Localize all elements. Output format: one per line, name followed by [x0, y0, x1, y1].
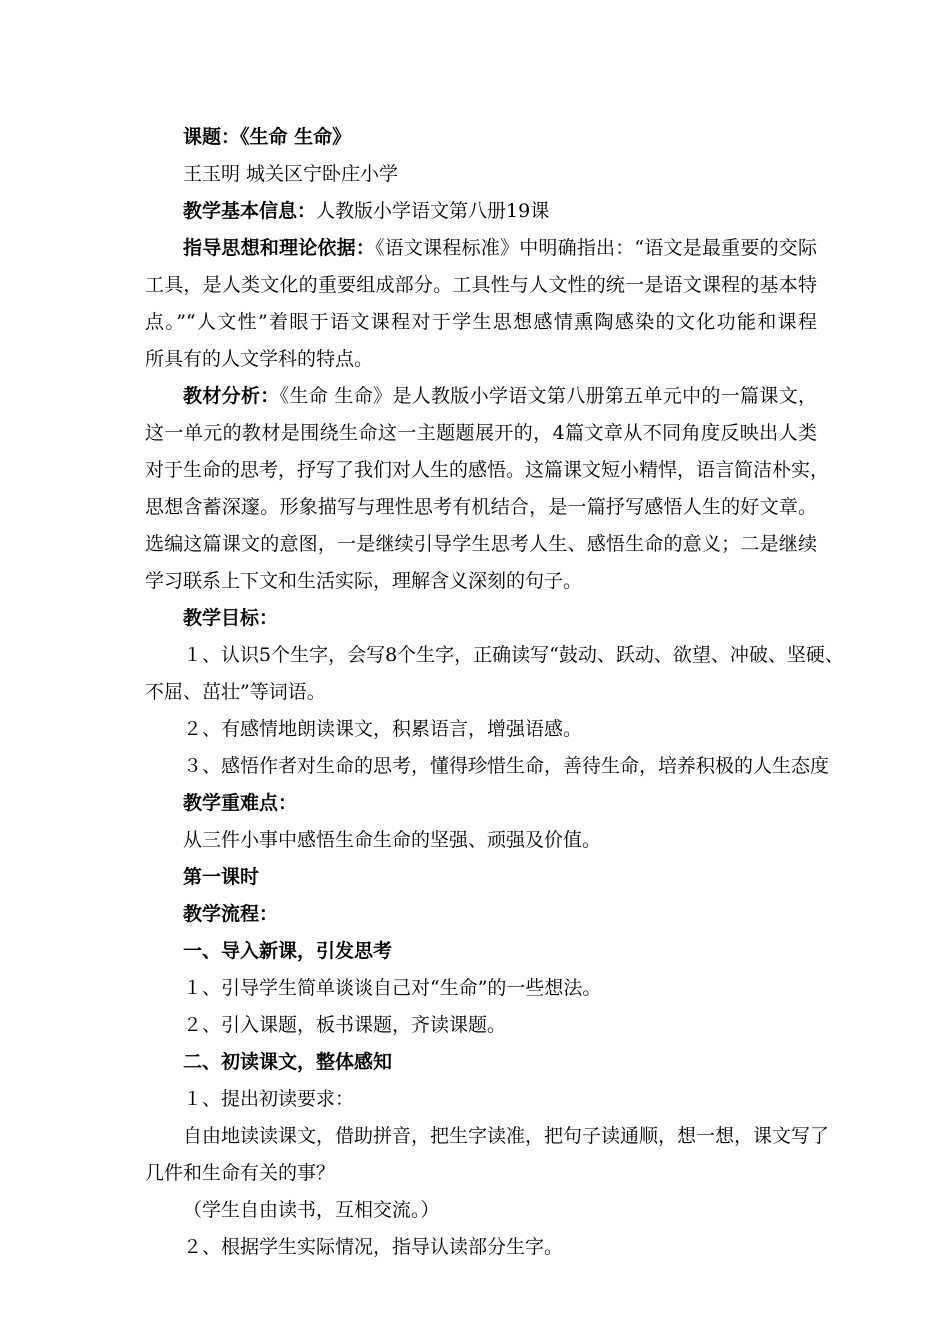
guiding-principle-line-2: 工具，是人类文化的重要组成部分。工具性与人文性的统一是语文课程的基本特 — [145, 274, 817, 296]
section-2-step-2: ２、根据学生实际情况，指导认读部分生字。 — [183, 1236, 564, 1258]
guiding-principle-label: 指导思想和理论依据： — [183, 237, 376, 259]
section-1-heading: 一、导入新课，引发思考 — [183, 940, 393, 962]
objective-1-line-2: 不屈、茁壮”等词语。 — [145, 681, 326, 703]
material-analysis-line-2: 这一单元的教材是围绕生命这一主题题展开的，4篇文章从不同角度反映出人类 — [145, 422, 817, 444]
basic-info-line — [183, 198, 817, 224]
reading-requirement-line-1: 自由地读读课文，借助拼音，把生字读准，把句子读通顺，想一想，课文写了 — [183, 1125, 830, 1147]
teaching-process-heading: 教学流程： — [183, 903, 279, 925]
key-difficulty-heading: 教学重难点： — [183, 792, 298, 814]
basic-info-value: 人教版小学语文第八册19课 — [316, 200, 550, 222]
lesson-title: 课题：《生命 生命》 — [183, 126, 352, 148]
objective-2: ２、有感情地朗读课文，积累语言，增强语感。 — [183, 718, 583, 740]
section-1-step-1: １、引导学生简单谈谈自己对“生命”的一些想法。 — [183, 977, 602, 999]
material-analysis-line-1 — [183, 383, 817, 409]
first-period-heading: 第一课时 — [183, 866, 260, 888]
material-analysis-line-5: 选编这篇课文的意图，一是继续引导学生思考人生、感悟生命的意义；二是继续 — [145, 533, 817, 555]
objective-1-line-1: １、认识5个生字，会写8个生字，正确读写“鼓动、跃动、欲望、冲破、坚硬、 — [183, 644, 844, 666]
material-analysis-text: 《生命 生命》是人教版小学语文第八册第五单元中的一篇课文， — [279, 385, 817, 407]
key-difficulty-text: 从三件小事中感悟生命生命的坚强、顽强及价值。 — [183, 829, 602, 851]
reading-requirement-line-2: 几件和生命有关的事？ — [145, 1162, 336, 1184]
section-2-step-1: １、提出初读要求： — [183, 1088, 355, 1110]
section-1-step-2: ２、引入课题，板书课题，齐读课题。 — [183, 1014, 507, 1036]
guiding-principle-line-3: 点。”“人文性”着眼于语文课程对于学生思想感情熏陶感染的文化功能和课程 — [145, 311, 817, 333]
guiding-principle-line-4: 所具有的人文学科的特点。 — [145, 348, 374, 370]
objectives-heading: 教学目标： — [183, 607, 279, 629]
basic-info-label: 教学基本信息： — [183, 200, 317, 222]
section-2-heading: 二、初读课文，整体感知 — [183, 1051, 393, 1073]
material-analysis-line-3: 对于生命的思考，抒写了我们对人生的感悟。这篇课文短小精悍，语言简洁朴实， — [145, 459, 830, 481]
material-analysis-line-4: 思想含蓄深邃。形象描写与理性思考有机结合，是一篇抒写感悟人生的好文章。 — [145, 496, 817, 518]
material-analysis-label: 教材分析： — [183, 385, 280, 407]
guiding-principle-line-1 — [183, 235, 817, 261]
author-line: 王玉明 城关区宁卧庄小学 — [183, 163, 399, 185]
student-activity-note: （学生自由读书，互相交流。） — [183, 1199, 440, 1221]
objective-3: ３、感悟作者对生命的思考，懂得珍惜生命，善待生命，培养积极的人生态度 — [183, 755, 830, 777]
material-analysis-line-6: 学习联系上下文和生活实际，理解含义深刻的句子。 — [145, 570, 583, 592]
guiding-principle-text: 《语文课程标准》中明确指出：“语文是最重要的交际 — [375, 237, 817, 259]
